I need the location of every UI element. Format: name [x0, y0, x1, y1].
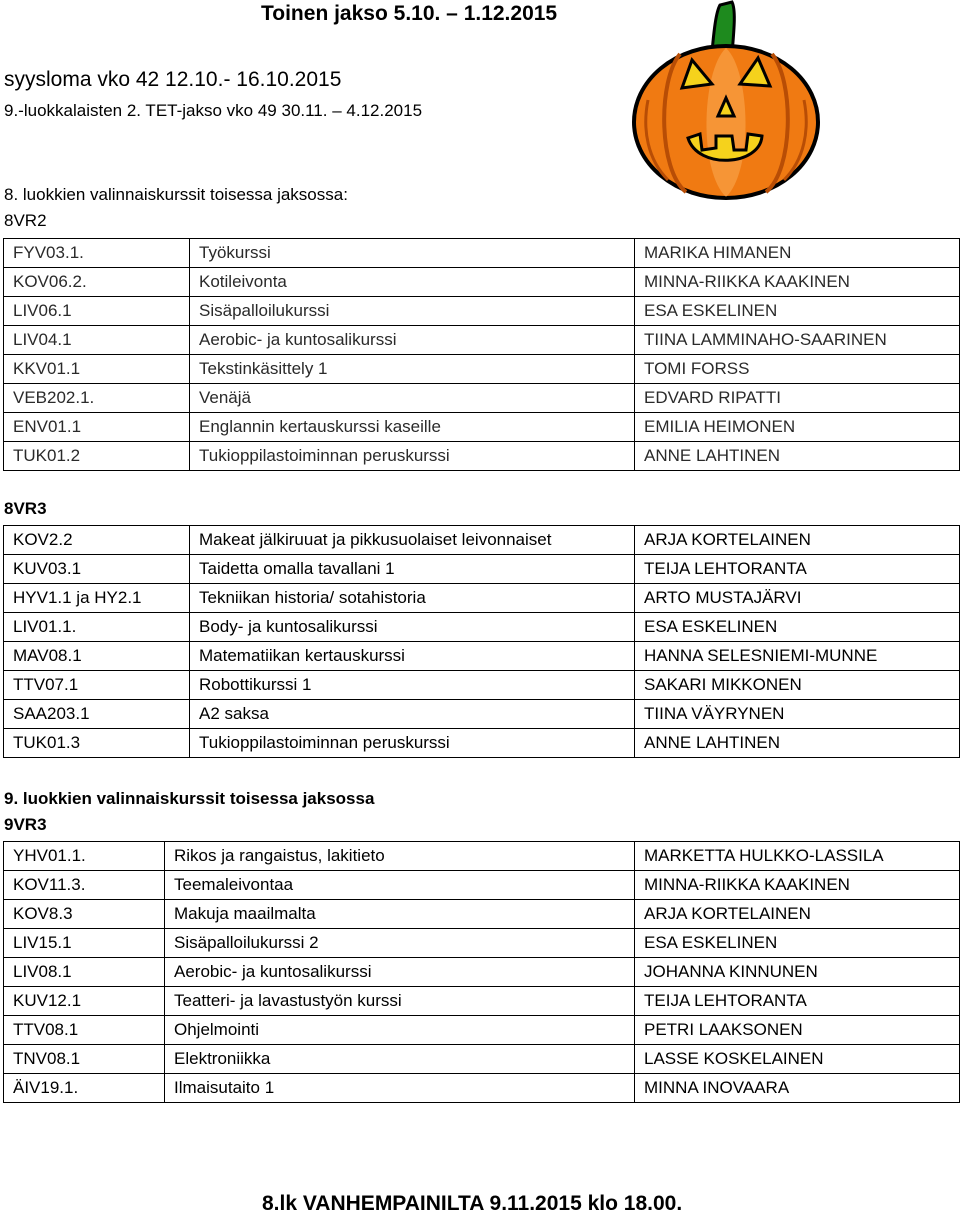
- course-name-cell: A2 saksa: [190, 700, 635, 729]
- page-title: Toinen jakso 5.10. – 1.12.2015: [261, 2, 558, 25]
- course-name-cell: Tukioppilastoiminnan peruskurssi: [190, 442, 635, 471]
- course-name-cell: Sisäpalloilukurssi: [190, 297, 635, 326]
- course-table-8vr3: [3, 525, 960, 758]
- course-name-cell: Teatteri- ja lavastustyön kurssi: [165, 987, 635, 1016]
- course-name-cell: Venäjä: [190, 384, 635, 413]
- course-name-cell: Tekstinkäsittely 1: [190, 355, 635, 384]
- teacher-cell: MARIKA HIMANEN: [635, 239, 960, 268]
- teacher-cell: ARJA KORTELAINEN: [635, 526, 960, 555]
- course-code-cell: KOV8.3: [4, 900, 165, 929]
- course-name-cell: Teemaleivontaa: [165, 871, 635, 900]
- course-name-cell: Englannin kertauskurssi kaseille: [190, 413, 635, 442]
- course-name-cell: Taidetta omalla tavallani 1: [190, 555, 635, 584]
- course-code-cell: YHV01.1.: [4, 842, 165, 871]
- teacher-cell: ESA ESKELINEN: [635, 613, 960, 642]
- course-name-cell: Body- ja kuntosalikurssi: [190, 613, 635, 642]
- table-row: [4, 700, 960, 729]
- course-code-cell: LIV15.1: [4, 929, 165, 958]
- teacher-cell: ESA ESKELINEN: [635, 929, 960, 958]
- teacher-cell: SAKARI MIKKONEN: [635, 671, 960, 700]
- teacher-cell: MINNA INOVAARA: [635, 1074, 960, 1103]
- course-code-cell: LIV08.1: [4, 958, 165, 987]
- teacher-cell: JOHANNA KINNUNEN: [635, 958, 960, 987]
- teacher-cell: PETRI LAAKSONEN: [635, 1016, 960, 1045]
- teacher-cell: ARJA KORTELAINEN: [635, 900, 960, 929]
- table-row: [4, 355, 960, 384]
- teacher-cell: TOMI FORSS: [635, 355, 960, 384]
- course-name-cell: Aerobic- ja kuntosalikurssi: [190, 326, 635, 355]
- teacher-cell: TIINA LAMMINAHO-SAARINEN: [635, 326, 960, 355]
- table-row: [4, 842, 960, 871]
- parents-evening-notice: 8.lk VANHEMPAINILTA 9.11.2015 klo 18.00.: [262, 1192, 683, 1215]
- tet-period-text: 9.-luokkalaisten 2. TET-jakso vko 49 30.11. – 4.12.2015: [4, 101, 423, 120]
- course-name-cell: Aerobic- ja kuntosalikurssi: [165, 958, 635, 987]
- course-name-cell: Työkurssi: [190, 239, 635, 268]
- course-name-cell: Ilmaisutaito 1: [165, 1074, 635, 1103]
- table-row: [4, 326, 960, 355]
- course-name-cell: Sisäpalloilukurssi 2: [165, 929, 635, 958]
- teacher-cell: TEIJA LEHTORANTA: [635, 987, 960, 1016]
- table-row: [4, 297, 960, 326]
- jack-o-lantern-image: [628, 0, 824, 203]
- course-code-cell: MAV08.1: [4, 642, 190, 671]
- table-row: [4, 642, 960, 671]
- teacher-cell: ANNE LAHTINEN: [635, 729, 960, 758]
- course-code-cell: LIV04.1: [4, 326, 190, 355]
- course-code-cell: KOV2.2: [4, 526, 190, 555]
- course-name-cell: Matematiikan kertauskurssi: [190, 642, 635, 671]
- course-code-cell: KUV03.1: [4, 555, 190, 584]
- teacher-cell: TEIJA LEHTORANTA: [635, 555, 960, 584]
- table-row: [4, 900, 960, 929]
- table-row: [4, 671, 960, 700]
- teacher-cell: LASSE KOSKELAINEN: [635, 1045, 960, 1074]
- table-row: [4, 413, 960, 442]
- teacher-cell: ANNE LAHTINEN: [635, 442, 960, 471]
- table-row: [4, 239, 960, 268]
- autumn-break-text: syysloma vko 42 12.10.- 16.10.2015: [4, 68, 342, 91]
- table-row: [4, 613, 960, 642]
- table-row: [4, 1045, 960, 1074]
- group-label-9vr3: 9VR3: [4, 815, 47, 834]
- course-code-cell: KUV12.1: [4, 987, 165, 1016]
- course-code-cell: ENV01.1: [4, 413, 190, 442]
- course-name-cell: Makeat jälkiruuat ja pikkusuolaiset leivonnaiset: [190, 526, 635, 555]
- course-code-cell: TUK01.3: [4, 729, 190, 758]
- course-code-cell: FYV03.1.: [4, 239, 190, 268]
- teacher-cell: HANNA SELESNIEMI-MUNNE: [635, 642, 960, 671]
- course-code-cell: TTV07.1: [4, 671, 190, 700]
- course-code-cell: SAA203.1: [4, 700, 190, 729]
- course-code-cell: VEB202.1.: [4, 384, 190, 413]
- table-row: [4, 729, 960, 758]
- course-name-cell: Ohjelmointi: [165, 1016, 635, 1045]
- course-code-cell: HYV1.1 ja HY2.1: [4, 584, 190, 613]
- course-code-cell: TTV08.1: [4, 1016, 165, 1045]
- course-name-cell: Robottikurssi 1: [190, 671, 635, 700]
- course-name-cell: Tukioppilastoiminnan peruskurssi: [190, 729, 635, 758]
- course-code-cell: TNV08.1: [4, 1045, 165, 1074]
- table-row: [4, 442, 960, 471]
- teacher-cell: ARTO MUSTAJÄRVI: [635, 584, 960, 613]
- teacher-cell: TIINA VÄYRYNEN: [635, 700, 960, 729]
- course-table-9vr3: [3, 841, 960, 1103]
- table-row: [4, 987, 960, 1016]
- teacher-cell: EMILIA HEIMONEN: [635, 413, 960, 442]
- group-label-8vr2: 8VR2: [4, 211, 47, 230]
- course-table-8vr2: [3, 238, 960, 471]
- teacher-cell: MARKETTA HULKKO-LASSILA: [635, 842, 960, 871]
- course-code-cell: TUK01.2: [4, 442, 190, 471]
- course-code-cell: ÄIV19.1.: [4, 1074, 165, 1103]
- table-row: [4, 384, 960, 413]
- course-name-cell: Makuja maailmalta: [165, 900, 635, 929]
- table-row: [4, 929, 960, 958]
- teacher-cell: MINNA-RIIKKA KAAKINEN: [635, 268, 960, 297]
- course-code-cell: KKV01.1: [4, 355, 190, 384]
- table-row: [4, 584, 960, 613]
- table-row: [4, 958, 960, 987]
- table-row: [4, 1016, 960, 1045]
- table-row: [4, 555, 960, 584]
- course-name-cell: Kotileivonta: [190, 268, 635, 297]
- teacher-cell: ESA ESKELINEN: [635, 297, 960, 326]
- grade8-section-heading: 8. luokkien valinnaiskurssit toisessa jaksossa:: [4, 185, 348, 204]
- course-code-cell: KOV06.2.: [4, 268, 190, 297]
- table-row: [4, 1074, 960, 1103]
- course-code-cell: LIV01.1.: [4, 613, 190, 642]
- teacher-cell: MINNA-RIIKKA KAAKINEN: [635, 871, 960, 900]
- course-code-cell: KOV11.3.: [4, 871, 165, 900]
- table-row: [4, 268, 960, 297]
- course-name-cell: Rikos ja rangaistus, lakitieto: [165, 842, 635, 871]
- course-code-cell: LIV06.1: [4, 297, 190, 326]
- grade9-section-heading: 9. luokkien valinnaiskurssit toisessa jaksossa: [4, 789, 375, 808]
- course-name-cell: Elektroniikka: [165, 1045, 635, 1074]
- table-row: [4, 871, 960, 900]
- teacher-cell: EDVARD RIPATTI: [635, 384, 960, 413]
- table-row: [4, 526, 960, 555]
- group-label-8vr3: 8VR3: [4, 499, 47, 518]
- course-name-cell: Tekniikan historia/ sotahistoria: [190, 584, 635, 613]
